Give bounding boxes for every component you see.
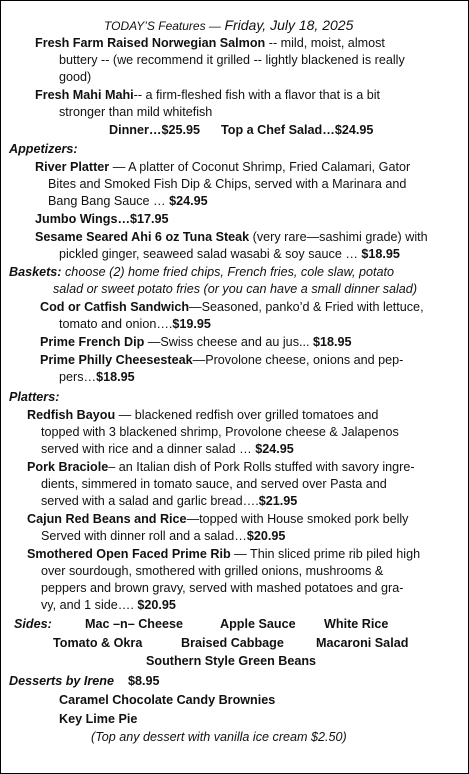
feature-desc: -- mild, moist, almost <box>265 36 385 50</box>
item-desc: Bang Bang Sauce … $24.95 <box>48 194 208 208</box>
item-desc: pers…$18.95 <box>59 370 135 384</box>
menu-item: Sesame Seared Ahi 6 oz Tuna Steak (very rare—sashimi grade) with <box>35 230 428 244</box>
item-desc: peppers and brown gravy, served with mashed potatoes and gra- <box>41 581 404 595</box>
menu-item: Smothered Open Faced Prime Rib — Thin sliced prime rib piled high <box>27 547 421 561</box>
item-price: $18.95 <box>361 247 400 261</box>
desserts-header <box>9 674 160 689</box>
section-title: Sides: <box>14 617 52 631</box>
item-price: $19.95 <box>172 317 211 331</box>
section-title: Baskets: <box>9 265 62 279</box>
side-item: Southern Style Green Beans <box>146 654 317 668</box>
item-price: $18.95 <box>312 335 352 349</box>
item-desc: pickled ginger, seaweed salad wasabi & soy sauce … $18.95 <box>59 247 400 261</box>
menu-header <box>104 18 353 34</box>
menu-item: Cod or Catfish Sandwich—Seasoned, panko’d & Fried with lettuce, <box>40 300 424 314</box>
dessert-item: Key Lime Pie <box>59 712 138 726</box>
section-title: Platters: <box>9 390 60 404</box>
feature-desc: stronger than mild whitefish <box>59 105 213 119</box>
feature-prices <box>109 123 373 138</box>
chef-salad-price: Top a Chef Salad…$24.95 <box>221 123 374 137</box>
menu-item: Redfish Bayou — blackened redfish over grilled tomatoes and <box>27 408 379 422</box>
menu-item: Prime Philly Cheesesteak—Provolone cheese, onions and pep- <box>40 353 404 367</box>
section-title: Desserts by Irene <box>9 674 115 688</box>
item-desc: topped with 3 blackened shrimp, Provolone cheese & Jalapenos <box>41 425 399 439</box>
side-item: Tomato & Okra <box>53 636 143 650</box>
item-price: $20.95 <box>137 598 176 612</box>
side-item: Apple Sauce <box>220 617 296 631</box>
item-desc: dients, simmered in tomato sauce, and served over Pasta and <box>41 477 387 491</box>
section-note: salad or sweet potato fries (or you can have a small dinner salad) <box>53 282 418 296</box>
feature-salmon <box>35 36 385 51</box>
item-price: $24.95 <box>169 194 208 208</box>
item-desc: served with a salad and garlic bread….$21.95 <box>41 494 298 508</box>
item-price: $18.95 <box>96 370 135 384</box>
menu-item: Pork Braciole– an Italian dish of Pork Rolls stuffed with savory ingre- <box>27 460 415 474</box>
section-title: Appetizers: <box>9 142 78 156</box>
item-price: $24.95 <box>255 442 294 456</box>
side-item: Macaroni Salad <box>316 636 409 650</box>
side-item: Braised Cabbage <box>181 636 284 650</box>
item-price: $20.95 <box>246 529 286 543</box>
dinner-price: Dinner…$25.95 <box>109 123 200 137</box>
dessert-item: Caramel Chocolate Candy Brownies <box>59 693 276 707</box>
item-price: $21.95 <box>258 494 298 508</box>
header-date: Friday, July 18, 2025 <box>224 17 354 33</box>
side-item: Mac –n– Cheese <box>85 617 184 631</box>
dessert-note: (Top any dessert with vanilla ice cream $2.50) <box>91 730 347 744</box>
feature-desc: -- a firm-fleshed fish with a flavor that is a bit <box>133 88 381 102</box>
header-label: TODAY’S Features — <box>104 19 221 33</box>
dessert-price: $8.95 <box>128 674 160 688</box>
feature-name: Fresh Mahi Mahi <box>35 88 134 102</box>
item-desc: tomato and onion….$19.95 <box>59 317 211 331</box>
item-desc: vy, and 1 side…. $20.95 <box>41 598 176 612</box>
item-desc: Bites and Smoked Fish Dip & Chips, served with a Marinara and <box>48 177 407 191</box>
item-desc: served with rice and a dinner salad … $24.95 <box>41 442 294 456</box>
menu-item: Jumbo Wings…$17.95 <box>35 212 169 226</box>
section-note: choose (2) home fried chips, French fries, cole slaw, potato <box>61 265 395 279</box>
item-desc: over sourdough, smothered with grilled onions, mushrooms & <box>41 564 384 578</box>
menu-item: Cajun Red Beans and Rice—topped with House smoked pork belly <box>27 512 409 526</box>
side-item: White Rice <box>324 617 389 631</box>
baskets-header <box>9 265 394 280</box>
feature-mahi <box>35 88 380 103</box>
menu-item: Prime French Dip —Swiss cheese and au jus... $18.95 <box>40 335 352 349</box>
menu-item: River Platter — A platter of Coconut Shrimp, Fried Calamari, Gator <box>35 160 411 174</box>
item-desc: Served with dinner roll and a salad…$20.95 <box>41 529 286 543</box>
feature-desc: buttery -- (we recommend it grilled -- lightly blackened is really <box>59 53 405 67</box>
feature-name: Fresh Farm Raised Norwegian Salmon <box>35 36 266 50</box>
feature-desc: good) <box>59 70 92 84</box>
